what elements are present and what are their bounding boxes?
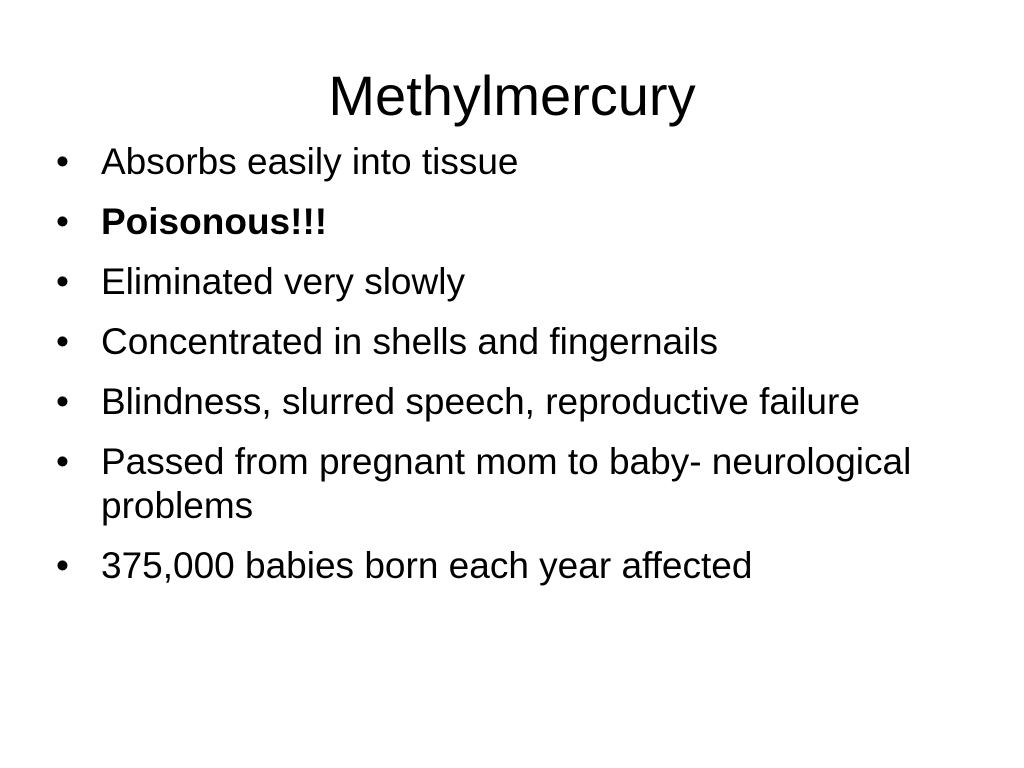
bullet-marker: •	[56, 545, 69, 586]
bullet-item	[56, 380, 936, 424]
bullet-marker: •	[56, 321, 69, 362]
bullet-marker: •	[56, 261, 69, 302]
bullet-list	[56, 140, 936, 604]
bullet-text: Eliminated very slowly	[101, 261, 465, 302]
slide-title: Methylmercury	[328, 64, 696, 127]
bullet-marker: •	[56, 201, 69, 242]
bullet-marker: •	[56, 441, 69, 482]
bullet-item	[56, 200, 936, 244]
bullet-item	[56, 544, 936, 588]
bullet-marker: •	[56, 381, 69, 422]
bullet-text: 375,000 babies born each year affected	[101, 545, 753, 586]
bullet-text: Poisonous!!!	[101, 201, 328, 242]
bullet-item	[56, 320, 936, 364]
bullet-text: Concentrated in shells and fingernails	[101, 321, 719, 362]
bullet-item	[56, 260, 936, 304]
bullet-text: Absorbs easily into tissue	[101, 141, 519, 182]
bullet-text: Passed from pregnant mom to baby- neurological problems	[101, 441, 912, 526]
bullet-marker: •	[56, 141, 69, 182]
bullet-text: Blindness, slurred speech, reproductive failure	[101, 381, 860, 422]
bullet-item	[56, 440, 936, 528]
bullet-item	[56, 140, 936, 184]
